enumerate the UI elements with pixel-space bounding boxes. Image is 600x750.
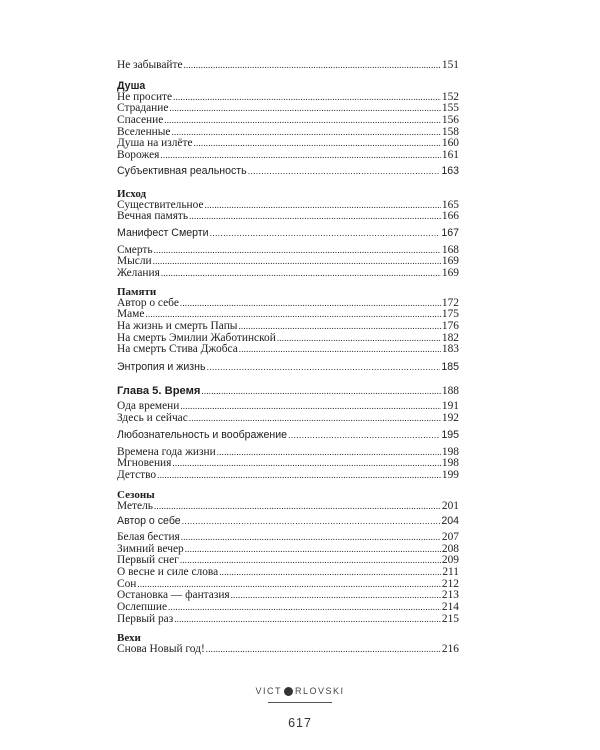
- toc-entry[interactable]: [117, 138, 459, 150]
- entry-page-number: 207: [441, 530, 459, 543]
- dot-leader: [277, 333, 441, 345]
- toc-entry[interactable]: [117, 602, 459, 614]
- entry-title: Мгновения: [117, 457, 172, 470]
- entry-title: Спасение: [117, 114, 164, 127]
- entry-title: Любознательность и воображение: [117, 428, 288, 441]
- toc-entry[interactable]: [117, 256, 459, 268]
- dot-leader: [182, 516, 441, 528]
- toc-entry[interactable]: [117, 567, 459, 579]
- logo-mark-icon: [284, 687, 293, 696]
- dot-leader: [168, 602, 441, 614]
- dot-leader: [157, 470, 441, 482]
- dot-leader: [217, 447, 441, 459]
- entry-page-number: 211: [442, 566, 459, 578]
- dot-leader: [194, 138, 441, 150]
- entry-title: Сон: [117, 577, 137, 590]
- dot-leader: [238, 321, 440, 333]
- entry-title: О весне и силе слова: [117, 566, 219, 578]
- entry-page-number: 151: [441, 59, 459, 71]
- dot-leader: [205, 200, 441, 212]
- toc-entry[interactable]: [117, 92, 459, 104]
- entry-title: На смерть Эмилии Жаботинской: [117, 331, 276, 344]
- section-heading: Исход: [117, 187, 147, 200]
- entry-title: Энтропия и жизнь: [117, 361, 206, 374]
- entry-page-number: 158: [441, 125, 459, 138]
- section-heading: Памяти: [117, 285, 157, 298]
- entry-title: Автор о себе: [117, 515, 181, 528]
- dot-leader: [153, 256, 441, 268]
- dot-leader: [248, 166, 441, 178]
- entry-title: Желания: [117, 266, 160, 279]
- dot-leader: [185, 544, 441, 556]
- entry-title: Не забывайте: [117, 59, 183, 71]
- spacer: [117, 178, 459, 188]
- entry-page-number: 165: [441, 198, 459, 211]
- toc-entry[interactable]: [117, 614, 459, 626]
- dot-leader: [180, 555, 441, 567]
- entry-title: Детство: [117, 468, 157, 481]
- entry-title: Первый раз: [117, 612, 174, 625]
- entry-title: Здесь и сейчас: [117, 412, 188, 425]
- entry-page-number: 167: [441, 226, 459, 239]
- entry-page-number: 176: [441, 320, 459, 332]
- entry-page-number: 214: [441, 601, 459, 614]
- entry-title: Времена года жизни: [117, 445, 216, 458]
- entry-page-number: 185: [441, 361, 459, 374]
- toc-entry[interactable]: [117, 344, 459, 356]
- dot-leader: [154, 501, 441, 513]
- entry-page-number: 195: [441, 428, 459, 441]
- toc-entry[interactable]: [117, 590, 459, 602]
- toc-entry[interactable]: [117, 470, 459, 482]
- entry-page-number: 188: [441, 384, 459, 397]
- entry-title: Ослепшие: [117, 601, 168, 614]
- entry-page-number: 191: [441, 400, 459, 413]
- entry-page-number: 172: [441, 296, 459, 309]
- dot-leader: [189, 413, 441, 425]
- dot-leader: [181, 532, 441, 544]
- dot-leader: [207, 362, 441, 374]
- entry-title: Зимний вечер: [117, 542, 184, 555]
- entry-title: Существительное: [117, 198, 204, 211]
- dot-leader: [161, 268, 441, 280]
- entry-title: Снова Новый год!: [117, 643, 205, 656]
- brand-text-left: VICT: [255, 686, 282, 696]
- toc-entry[interactable]: [117, 644, 459, 656]
- entry-page-number: 169: [441, 266, 459, 279]
- dot-leader: [172, 458, 441, 470]
- entry-title: Глава 5. Время: [117, 384, 201, 397]
- entry-page-number: 204: [441, 515, 459, 528]
- entry-page-number: 160: [441, 137, 459, 150]
- entry-page-number: 216: [441, 643, 459, 656]
- toc-entry[interactable]: [117, 413, 459, 425]
- spacer: [117, 625, 459, 632]
- toc-entry[interactable]: [117, 245, 459, 257]
- entry-title: Мысли: [117, 255, 152, 268]
- spacer: [117, 374, 459, 386]
- entry-page-number: 198: [441, 445, 459, 458]
- dot-leader: [219, 567, 441, 579]
- toc-entry[interactable]: [117, 166, 459, 178]
- toc-entry[interactable]: [117, 228, 459, 240]
- table-of-contents: [117, 60, 459, 656]
- entry-page-number: 209: [441, 554, 459, 567]
- entry-page-number: 213: [441, 589, 459, 602]
- entry-page-number: 212: [441, 577, 459, 590]
- entry-page-number: 155: [441, 102, 459, 115]
- dot-leader: [288, 430, 440, 442]
- toc-entry[interactable]: [117, 321, 459, 333]
- entry-page-number: 183: [441, 343, 459, 356]
- dot-leader: [184, 60, 441, 72]
- entry-page-number: 208: [441, 542, 459, 555]
- entry-title: Страдание: [117, 102, 169, 115]
- entry-title: Душа на излёте: [117, 137, 193, 150]
- entry-page-number: 166: [441, 210, 459, 223]
- dot-leader: [172, 127, 441, 139]
- entry-page-number: 152: [441, 90, 459, 103]
- entry-title: Манифест Смерти: [117, 226, 209, 239]
- spacer: [117, 72, 459, 80]
- toc-entry[interactable]: [117, 362, 459, 374]
- toc-entry[interactable]: [117, 103, 459, 115]
- toc-entry[interactable]: [117, 150, 459, 162]
- toc-entry[interactable]: [117, 458, 459, 470]
- dot-leader: [231, 590, 441, 602]
- toc-entry[interactable]: [117, 430, 459, 442]
- dot-leader: [206, 644, 441, 656]
- entry-page-number: 168: [441, 243, 459, 256]
- entry-title: Ода времени: [117, 400, 180, 413]
- entry-title: Ворожея: [117, 149, 160, 162]
- toc-entry[interactable]: [117, 298, 459, 310]
- section-heading: Сезоны: [117, 488, 155, 501]
- brand-text-right: RLOVSKI: [295, 686, 345, 696]
- entry-title: Вселенные: [117, 125, 171, 138]
- dot-leader: [174, 614, 441, 626]
- entry-title: Остановка — фантазия: [117, 589, 230, 602]
- brand-logo: [255, 686, 344, 696]
- entry-title: Первый снег: [117, 554, 179, 567]
- toc-entry[interactable]: [117, 60, 459, 72]
- toc-entry[interactable]: [117, 516, 459, 528]
- toc-entry[interactable]: [117, 501, 459, 513]
- page-footer: [0, 681, 600, 730]
- chapter-entry[interactable]: [117, 386, 459, 398]
- entry-page-number: 192: [441, 412, 459, 425]
- page-number: 617: [288, 716, 312, 730]
- dot-leader: [201, 386, 441, 398]
- entry-title: Метель: [117, 499, 153, 512]
- entry-page-number: 201: [441, 499, 459, 512]
- toc-entry[interactable]: [117, 115, 459, 127]
- entry-page-number: 198: [441, 457, 459, 470]
- dot-leader: [239, 344, 441, 356]
- entry-title: Автор о себе: [117, 296, 179, 309]
- dot-leader: [154, 245, 441, 257]
- entry-page-number: 182: [441, 331, 459, 344]
- toc-entry[interactable]: [117, 268, 459, 280]
- dot-leader: [210, 228, 441, 240]
- dot-leader: [180, 298, 441, 310]
- entry-title: Маме: [117, 308, 145, 321]
- dot-leader: [189, 211, 441, 223]
- dot-leader: [173, 92, 441, 104]
- entry-page-number: 161: [441, 149, 459, 162]
- toc-entry[interactable]: [117, 532, 459, 544]
- dot-leader: [169, 103, 440, 115]
- entry-title: На смерть Стива Джобса: [117, 343, 238, 356]
- entry-title: Не просите: [117, 90, 173, 103]
- entry-page-number: 163: [441, 164, 459, 177]
- entry-page-number: 199: [441, 468, 459, 481]
- toc-entry[interactable]: [117, 211, 459, 223]
- entry-page-number: 215: [441, 612, 459, 625]
- dot-leader: [180, 401, 441, 413]
- entry-page-number: 156: [441, 114, 459, 127]
- entry-title: Смерть: [117, 243, 153, 256]
- section-heading: Вехи: [117, 632, 141, 645]
- section-heading: Душа: [117, 79, 146, 92]
- entry-page-number: 175: [441, 308, 459, 321]
- dot-leader: [160, 150, 440, 162]
- footer-divider: [268, 702, 332, 703]
- dot-leader: [164, 115, 441, 127]
- entry-page-number: 169: [441, 255, 459, 268]
- entry-title: Вечная память: [117, 210, 189, 223]
- entry-title: На жизнь и смерть Папы: [117, 320, 238, 332]
- spacer: [117, 482, 459, 489]
- entry-title: Субъективная реальность: [117, 164, 247, 177]
- entry-title: Белая бестия: [117, 530, 180, 543]
